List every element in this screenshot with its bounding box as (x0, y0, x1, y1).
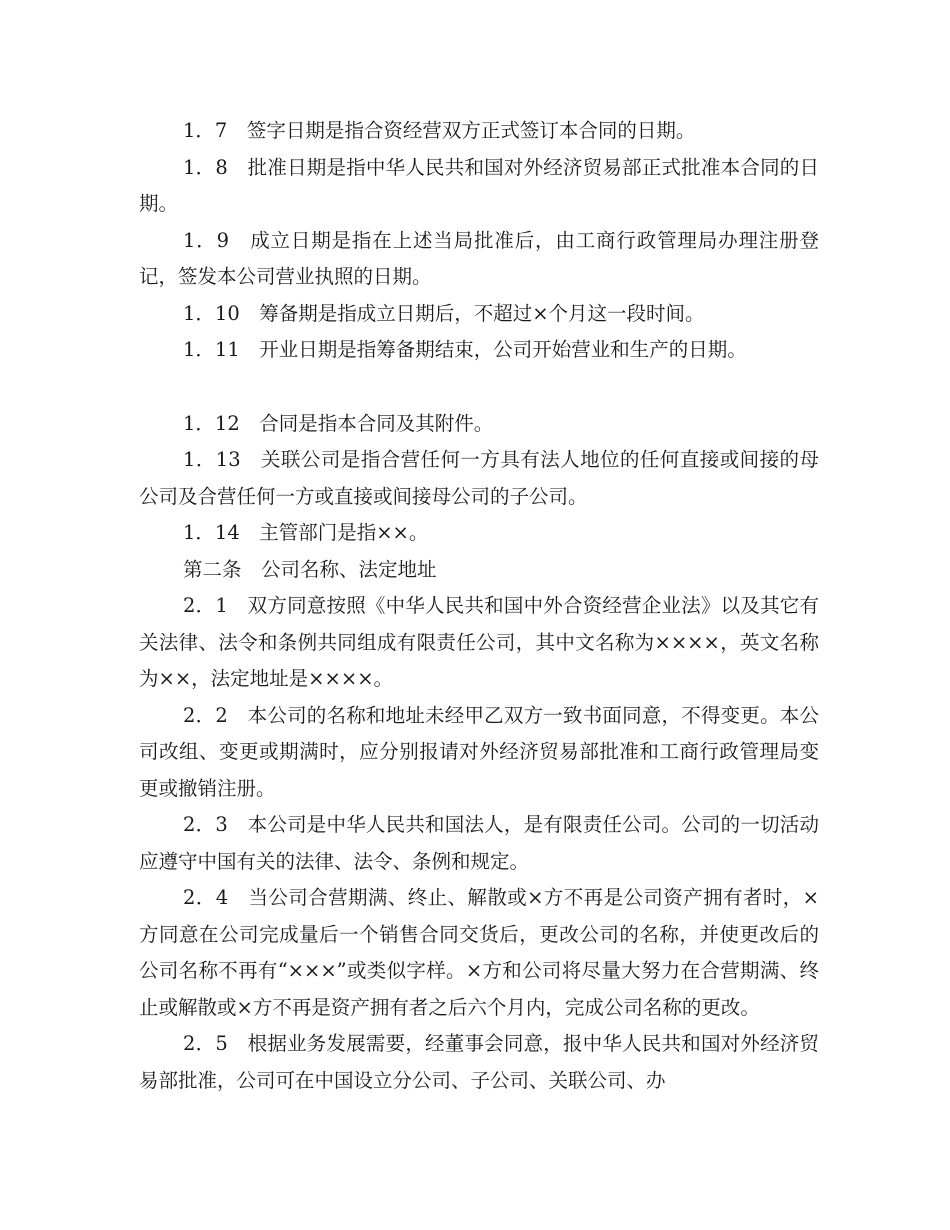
article-2-heading: 第二条 公司名称、法定地址 (183, 557, 437, 581)
clause-2-2: 2．2 本公司的名称和地址未经甲乙双方一致书面同意，不得变更。本公司改组、变更或期满时，应分别报请对外经济贸易部批准和工商行政管理局变更或撤销注册。 (139, 703, 819, 800)
clause-1-12: 1．12 合同是指本合同及其附件。 (183, 411, 494, 435)
clause-1-13: 1．13 关联公司是指合营任何一方具有法人地位的任何直接或间接的母公司及合营任何一方或直接或间接母公司的子公司。 (139, 448, 819, 508)
clause-1-14: 1．14 主管部门是指××。 (183, 521, 429, 544)
clause-1-8: 1．8 批准日期是指中华人民共和国对外经济贸易部正式批准本合同的日期。 (139, 155, 819, 215)
clause-1-11: 1．11 开业日期是指筹备期结束，公司开始营业和生产的日期。 (183, 338, 747, 361)
clause-1-10: 1．10 筹备期是指成立日期后，不超过×个月这一段时间。 (183, 301, 705, 325)
clause-2-1: 2．1 双方同意按照《中华人民共和国中外合资经营企业法》以及其它有关法律、法令和条例共同组成有限责任公司，其中文名称为××××，英文名称为××，法定地址是××××。 (139, 594, 819, 690)
document-body (139, 113, 819, 1099)
clause-2-3: 2．3 本公司是中华人民共和国法人，是有限责任公司。公司的一切活动应遵守中国有关的法律、法令、条例和规定。 (139, 813, 819, 873)
clause-1-9: 1．9 成立日期是指在上述当局批准后，由工商行政管理局办理注册登记，签发本公司营业执照的日期。 (139, 228, 819, 288)
clause-2-4: 2．4 当公司合营期满、终止、解散或×方不再是公司资产拥有者时，×方同意在公司完成量后一个销售合同交货后，更改公司的名称，并使更改后的公司名称不再有“×××”或类似字样。×方和公司将尽量大努力在合营期满、终止或解散或×方不再是资产拥有者之后六个月内，完成公司名称的更改。 (139, 886, 819, 1019)
clause-1-7: 1．7 签字日期是指合资经营双方正式签订本合同的日期。 (183, 119, 696, 142)
clause-2-5: 2．5 根据业务发展需要，经董事会同意，报中华人民共和国对外经济贸易部批准，公司可在中国设立分公司、子公司、关联公司、办 (139, 1032, 819, 1092)
